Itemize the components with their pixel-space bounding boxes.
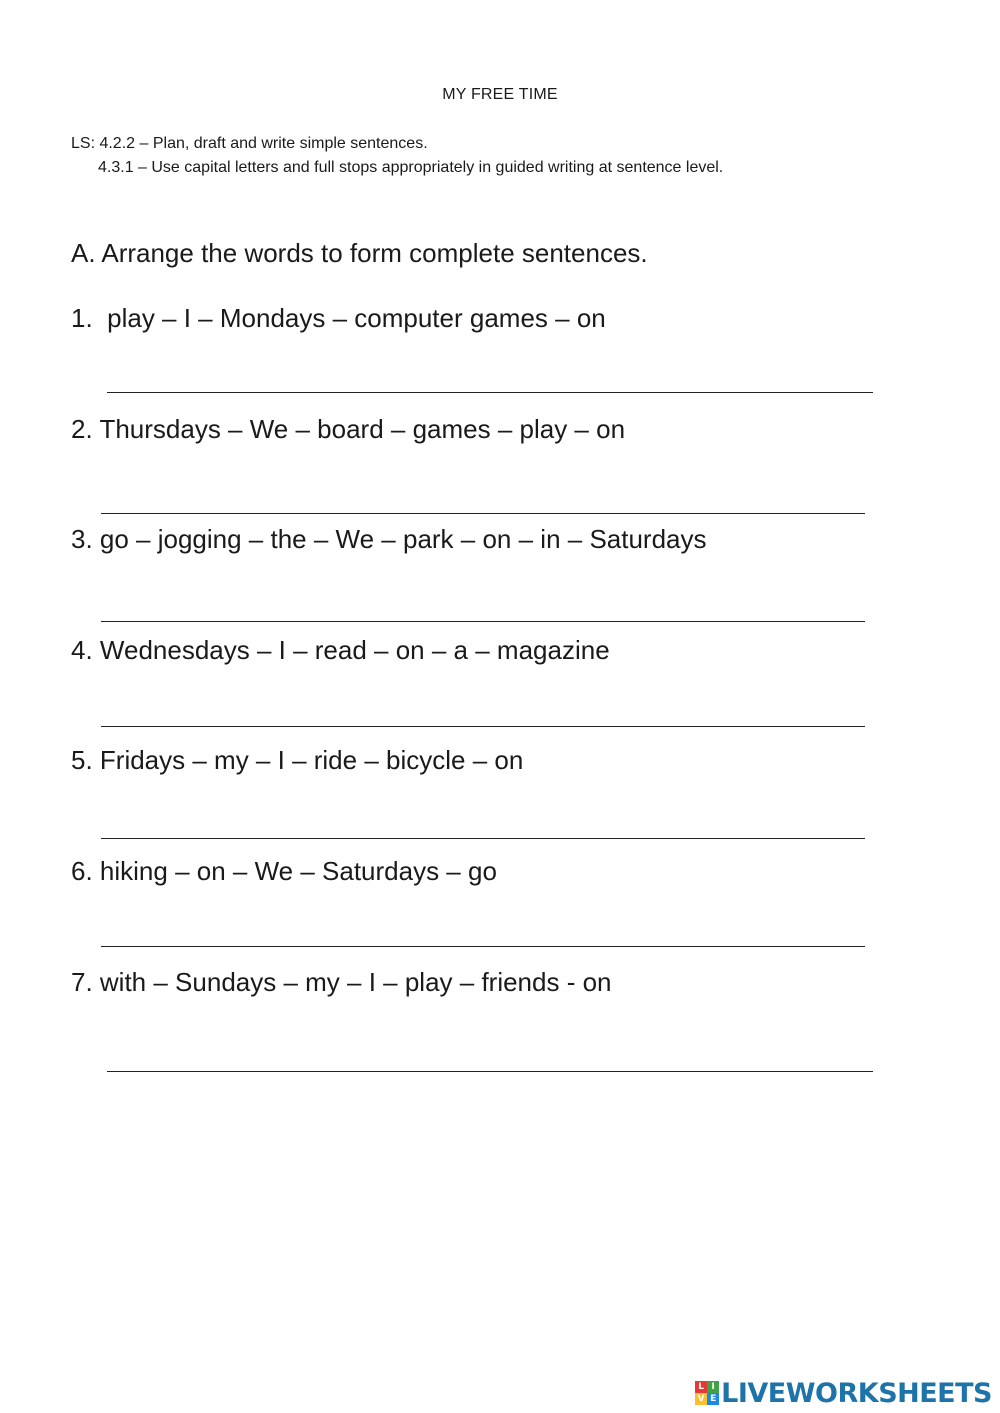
answer-line-1[interactable]	[107, 392, 873, 393]
answer-line-5[interactable]	[101, 838, 865, 839]
answer-input-5[interactable]	[101, 801, 865, 837]
learning-standard-2: 4.3.1 – Use capital letters and full stops appropriately in guided writing at sentence level.	[98, 159, 724, 176]
worksheet-title: MY FREE TIME	[442, 86, 558, 103]
question-5: 5. Fridays – my – I – ride – bicycle – on	[71, 745, 524, 775]
answer-input-2[interactable]	[101, 476, 865, 512]
liveworksheets-text: LIVEWORKSHEETS	[721, 1377, 992, 1409]
answer-line-4[interactable]	[101, 726, 865, 727]
answer-input-3[interactable]	[101, 584, 865, 620]
logo-letter-l: L	[695, 1381, 707, 1393]
answer-input-1[interactable]	[107, 355, 873, 391]
answer-input-4[interactable]	[101, 689, 865, 725]
question-4: 4. Wednesdays – I – read – on – a – magazine	[71, 635, 610, 665]
question-7: 7. with – Sundays – my – I – play – friends - on	[71, 967, 612, 997]
answer-input-7[interactable]	[107, 1034, 873, 1070]
answer-input-6[interactable]	[101, 909, 865, 945]
answer-line-3[interactable]	[101, 621, 865, 622]
question-1: 1. play – I – Mondays – computer games – on	[71, 303, 606, 333]
question-2: 2. Thursdays – We – board – games – play – on	[71, 414, 626, 444]
question-6: 6. hiking – on – We – Saturdays – go	[71, 856, 497, 886]
logo-letter-i: I	[707, 1381, 719, 1393]
question-3: 3. go – jogging – the – We – park – on – in – Saturdays	[71, 524, 707, 554]
instruction: A. Arrange the words to form complete sentences.	[71, 238, 648, 268]
answer-line-6[interactable]	[101, 946, 865, 947]
liveworksheets-brand[interactable]	[695, 1375, 992, 1411]
logo-letter-e: E	[707, 1393, 719, 1405]
learning-standard-1: LS: 4.2.2 – Plan, draft and write simple sentences.	[71, 135, 428, 152]
answer-line-2[interactable]	[101, 513, 865, 514]
logo-letter-v: V	[695, 1393, 707, 1405]
liveworksheets-logo-icon	[695, 1381, 719, 1405]
answer-line-7[interactable]	[107, 1071, 873, 1072]
